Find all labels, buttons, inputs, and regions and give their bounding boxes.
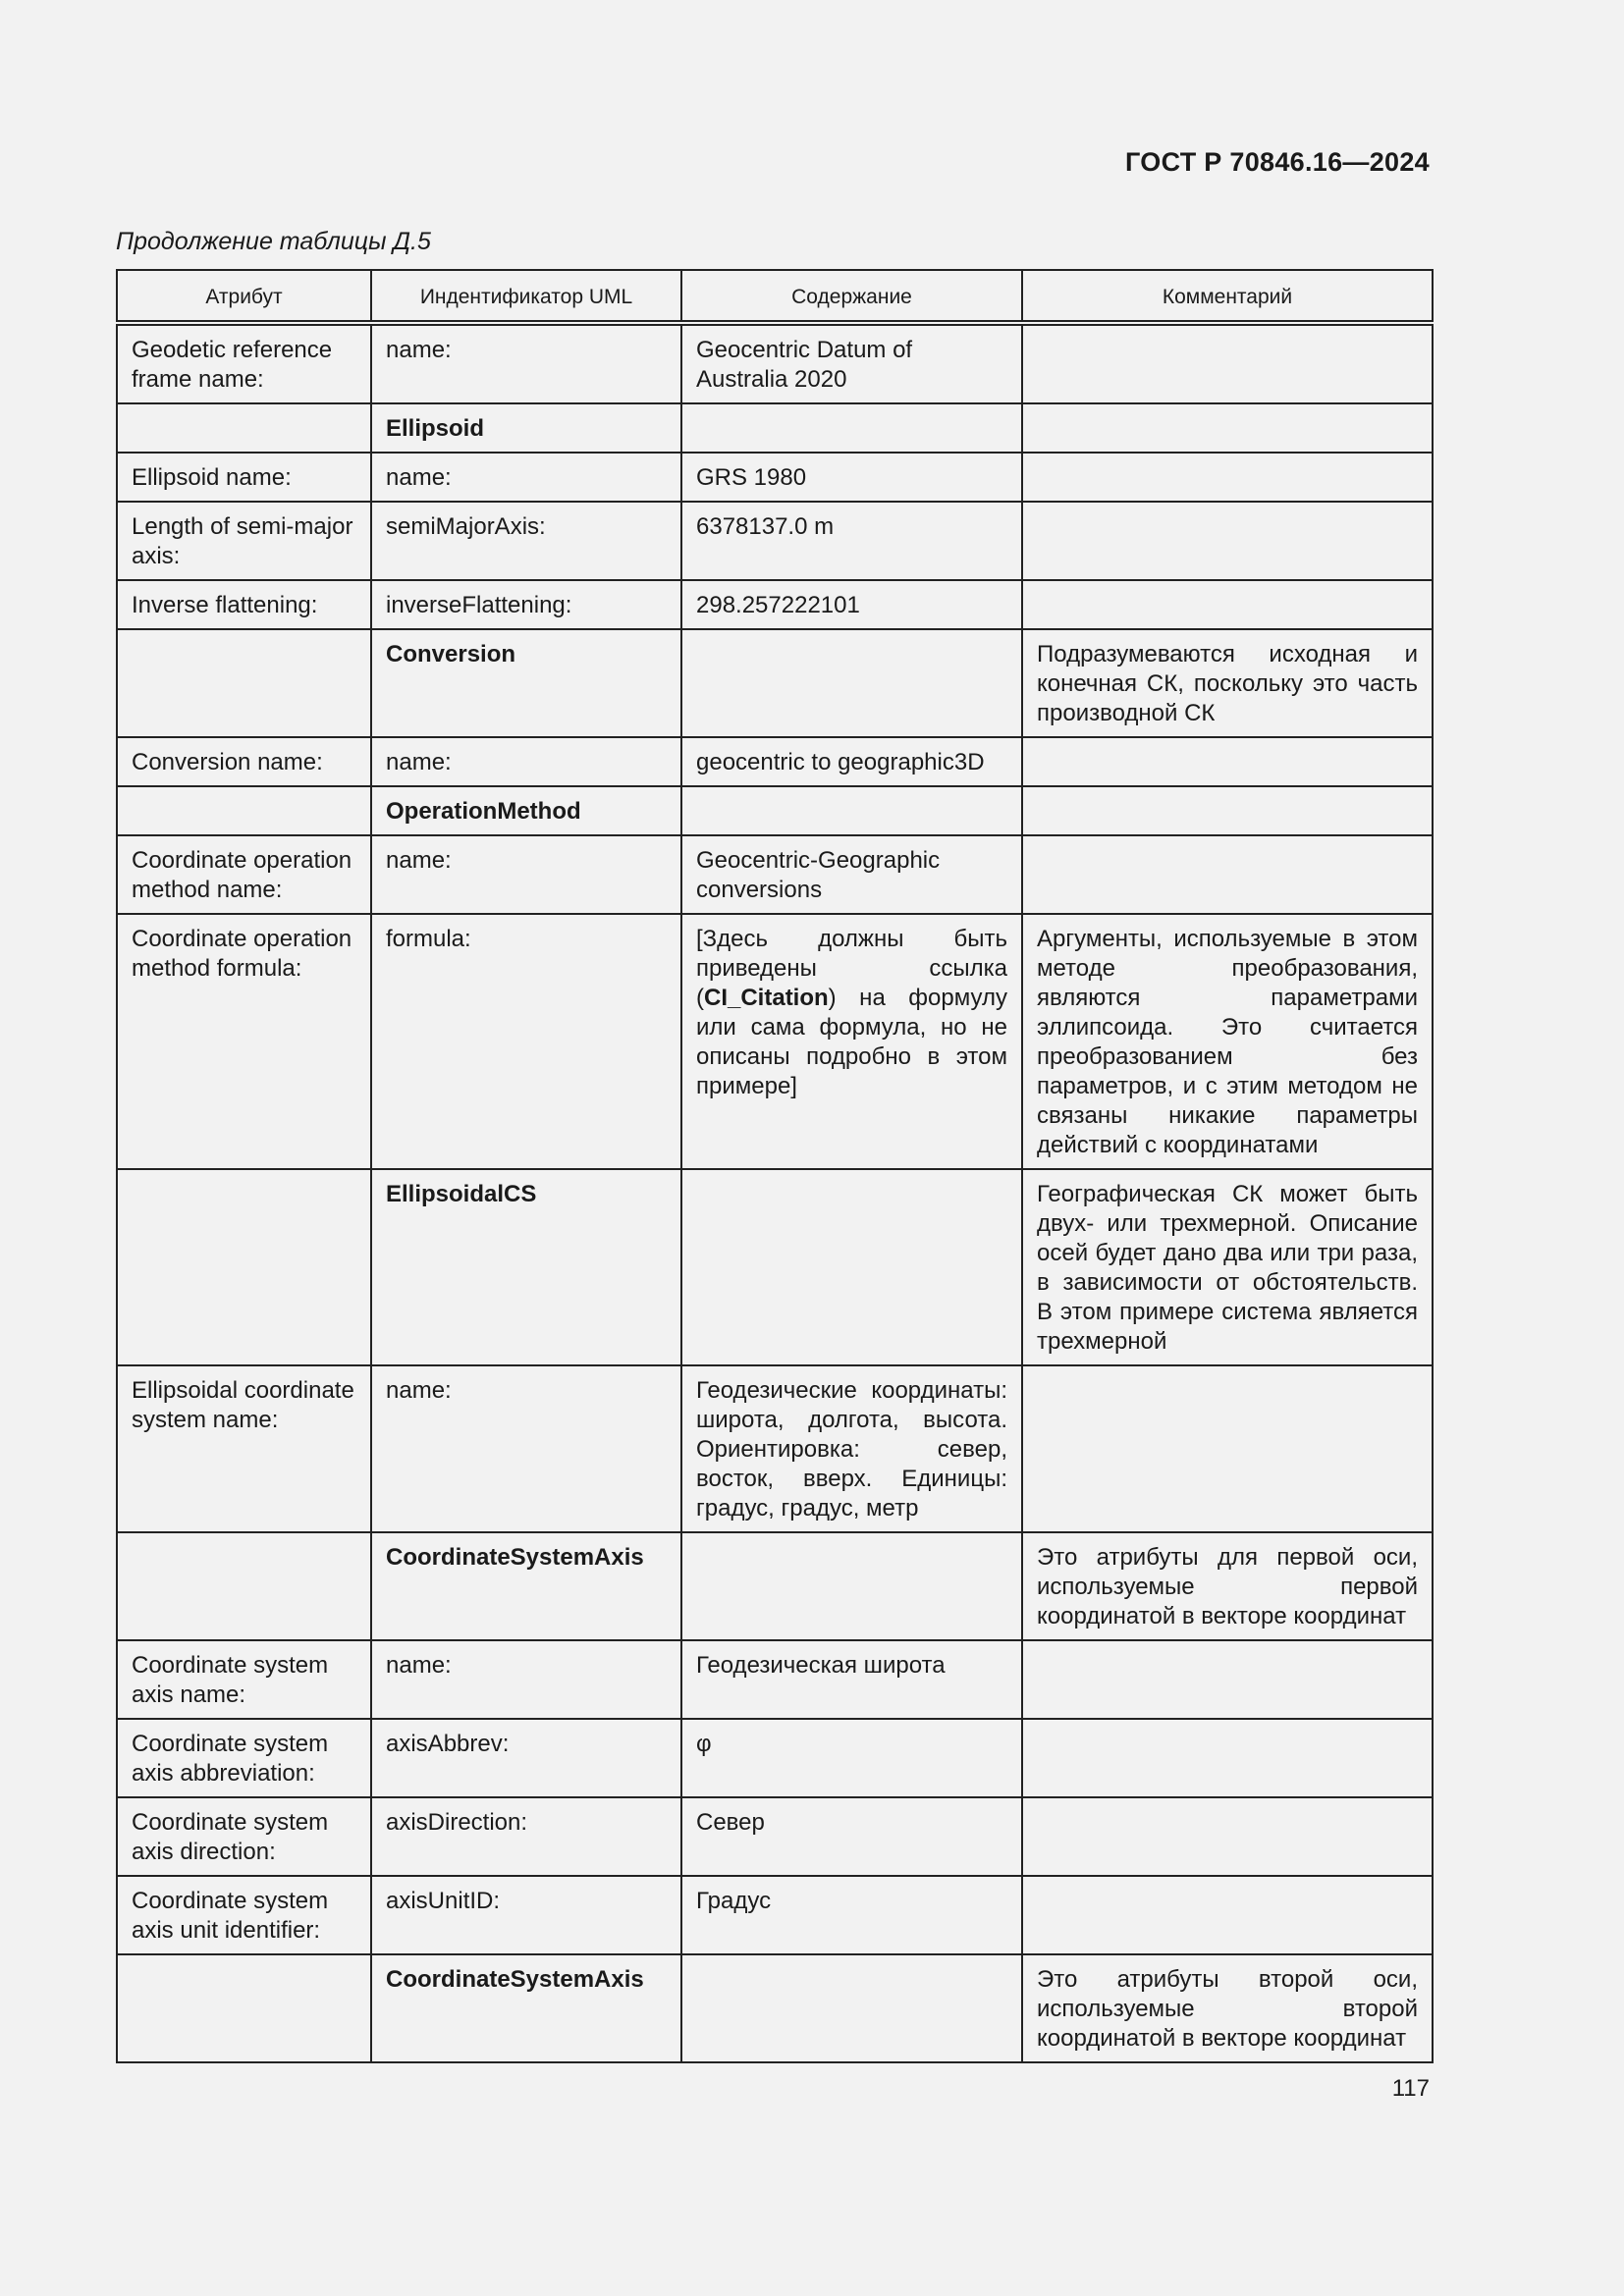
cell-content: 6378137.0 m: [681, 502, 1022, 580]
cell-content: [681, 1532, 1022, 1640]
cell-uml: formula:: [371, 914, 681, 1169]
cell-uml: Conversion: [371, 629, 681, 737]
cell-comment: Аргументы, используемые в этом методе преобразования, являются параметрами эллипсоида. Это считается преобразованием без параметров, и с этим методом не связаны никакие параметры действий с координатами: [1022, 914, 1433, 1169]
cell-comment: [1022, 1365, 1433, 1532]
table-row: [117, 453, 1433, 502]
cell-uml: name:: [371, 1640, 681, 1719]
cell-content: [681, 914, 1022, 1169]
cell-attribute: Coordinate system axis direction:: [117, 1797, 371, 1876]
cell-attribute: [117, 1169, 371, 1365]
content-text-before: [Здесь должны быть приведены ссылка (: [696, 926, 1007, 1011]
cell-uml: semiMajorAxis:: [371, 502, 681, 580]
table-row: [117, 1719, 1433, 1797]
cell-uml: name:: [371, 323, 681, 403]
cell-uml: axisAbbrev:: [371, 1719, 681, 1797]
citation-reference: CI_Citation: [704, 985, 829, 1011]
cell-attribute: Coordinate operation method name:: [117, 835, 371, 914]
cell-content: Градус: [681, 1876, 1022, 1954]
cell-content: Geocentric-Geographic conversions: [681, 835, 1022, 914]
table-row: [117, 1169, 1433, 1365]
cell-comment: Это атрибуты второй оси, используемые второй координатой в векторе координат: [1022, 1954, 1433, 2062]
cell-comment: [1022, 1797, 1433, 1876]
cell-content: [681, 786, 1022, 835]
cell-attribute: [117, 1532, 371, 1640]
column-header-uml-identifier: Индентификатор UML: [371, 270, 681, 323]
cell-uml: axisUnitID:: [371, 1876, 681, 1954]
cell-content: 298.257222101: [681, 580, 1022, 629]
table-row: [117, 629, 1433, 737]
table-row: [117, 403, 1433, 453]
cell-comment: [1022, 1719, 1433, 1797]
table-row: [117, 914, 1433, 1169]
cell-uml: axisDirection:: [371, 1797, 681, 1876]
cell-attribute: Geodetic reference frame name:: [117, 323, 371, 403]
cell-attribute: [117, 629, 371, 737]
column-header-attribute: Атрибут: [117, 270, 371, 323]
cell-attribute: Coordinate system axis unit identifier:: [117, 1876, 371, 1954]
table-row: [117, 1876, 1433, 1954]
cell-comment: [1022, 580, 1433, 629]
cell-content: geocentric to geographic3D: [681, 737, 1022, 786]
column-header-content: Содержание: [681, 270, 1022, 323]
cell-comment: Подразумеваются исходная и конечная СК, поскольку это часть производной СК: [1022, 629, 1433, 737]
cell-attribute: [117, 786, 371, 835]
cell-comment: [1022, 786, 1433, 835]
table-caption: Продолжение таблицы Д.5: [116, 228, 431, 255]
cell-content: [681, 403, 1022, 453]
cell-comment: [1022, 737, 1433, 786]
cell-content: [681, 629, 1022, 737]
content-text-after: ) на формулу или сама формула, но не описаны подробно в этом примере]: [696, 985, 1007, 1099]
cell-attribute: Conversion name:: [117, 737, 371, 786]
cell-comment: [1022, 1876, 1433, 1954]
cell-attribute: [117, 1954, 371, 2062]
cell-attribute: Length of semi-major axis:: [117, 502, 371, 580]
cell-comment: [1022, 1640, 1433, 1719]
table-row: [117, 835, 1433, 914]
cell-uml: inverseFlattening:: [371, 580, 681, 629]
cell-comment: Географическая СК может быть двух- или трехмерной. Описание осей будет дано два или три раза, в зависимости от обстоятельств. В этом примере система является трехмерной: [1022, 1169, 1433, 1365]
document-code: ГОСТ Р 70846.16—2024: [1125, 147, 1430, 177]
table-row: [117, 1532, 1433, 1640]
table-row: [117, 737, 1433, 786]
cell-comment: [1022, 323, 1433, 403]
cell-comment: [1022, 403, 1433, 453]
cell-content: Геодезические координаты: широта, долгота, высота. Ориентировка: север, восток, вверх. Единицы: градус, градус, метр: [681, 1365, 1022, 1532]
table-row: [117, 1797, 1433, 1876]
cell-attribute: Coordinate system axis abbreviation:: [117, 1719, 371, 1797]
cell-uml: CoordinateSystemAxis: [371, 1954, 681, 2062]
cell-attribute: Coordinate system axis name:: [117, 1640, 371, 1719]
table-row: [117, 786, 1433, 835]
cell-content: Север: [681, 1797, 1022, 1876]
cell-attribute: Coordinate operation method formula:: [117, 914, 371, 1169]
cell-uml: Ellipsoid: [371, 403, 681, 453]
table-row: [117, 1954, 1433, 2062]
cell-comment: Это атрибуты для первой оси, используемые первой координатой в векторе координат: [1022, 1532, 1433, 1640]
table-row: [117, 580, 1433, 629]
page-number: 117: [1391, 2075, 1430, 2102]
cell-attribute: Ellipsoidal coordinate system name:: [117, 1365, 371, 1532]
table-row: [117, 1640, 1433, 1719]
cell-uml: name:: [371, 453, 681, 502]
table-header-row: [117, 270, 1433, 323]
cell-content: Геодезическая широта: [681, 1640, 1022, 1719]
cell-uml: name:: [371, 1365, 681, 1532]
cell-comment: [1022, 453, 1433, 502]
cell-content: φ: [681, 1719, 1022, 1797]
attributes-table: [116, 269, 1434, 2063]
cell-uml: name:: [371, 835, 681, 914]
cell-attribute: Inverse flattening:: [117, 580, 371, 629]
cell-comment: [1022, 502, 1433, 580]
cell-content: GRS 1980: [681, 453, 1022, 502]
cell-uml: OperationMethod: [371, 786, 681, 835]
column-header-comment: Комментарий: [1022, 270, 1433, 323]
cell-content: [681, 1954, 1022, 2062]
table-row: [117, 323, 1433, 403]
cell-comment: [1022, 835, 1433, 914]
table-row: [117, 1365, 1433, 1532]
cell-uml: EllipsoidalCS: [371, 1169, 681, 1365]
table-row: [117, 502, 1433, 580]
cell-content: [681, 1169, 1022, 1365]
cell-attribute: Ellipsoid name:: [117, 453, 371, 502]
cell-uml: CoordinateSystemAxis: [371, 1532, 681, 1640]
cell-uml: name:: [371, 737, 681, 786]
cell-content: Geocentric Datum of Australia 2020: [681, 323, 1022, 403]
cell-attribute: [117, 403, 371, 453]
